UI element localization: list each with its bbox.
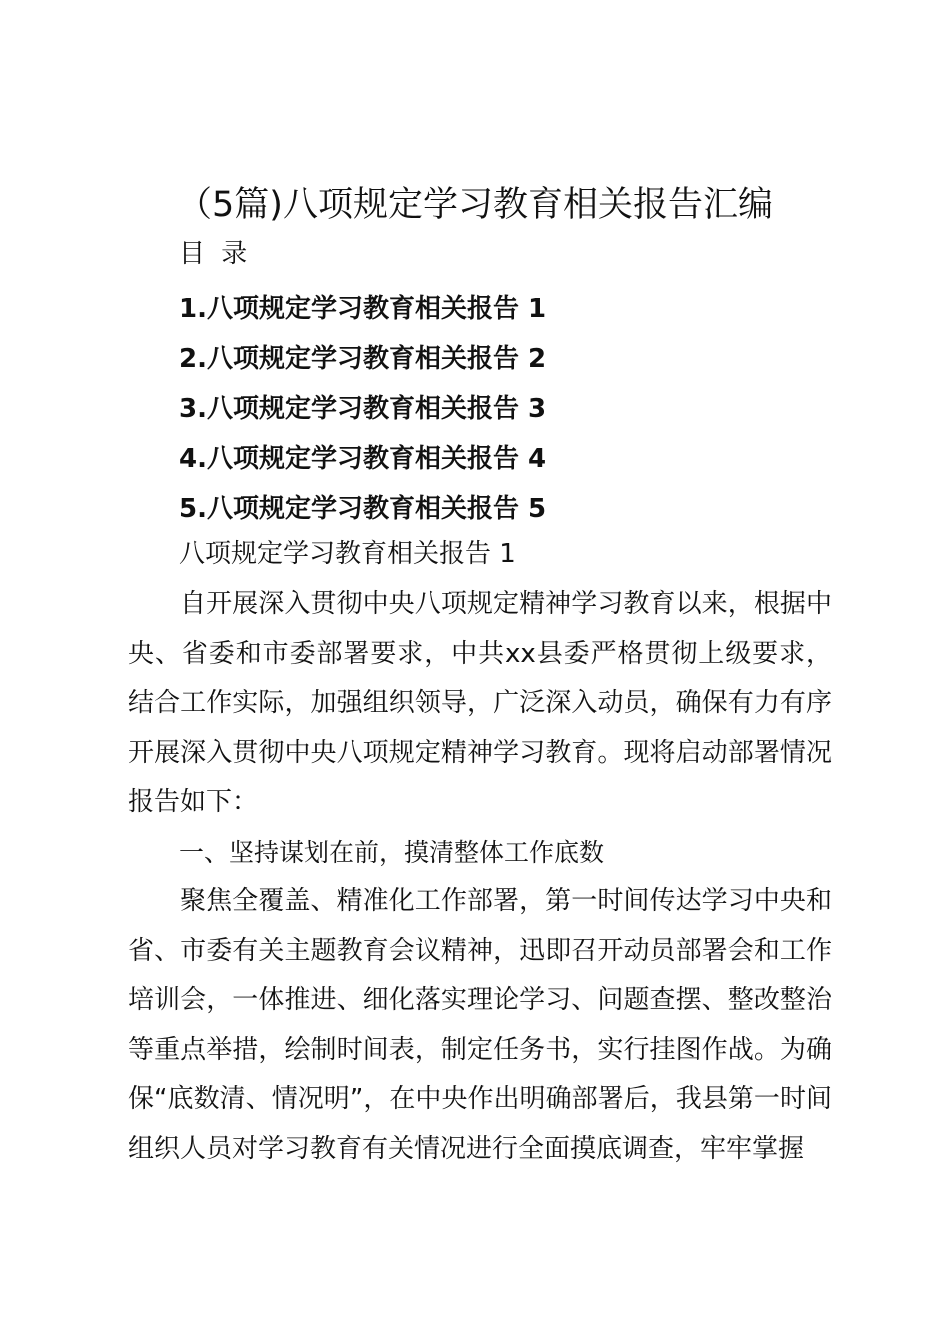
document-title: （5篇)八项规定学习教育相关报告汇编 bbox=[177, 185, 773, 225]
section-heading-1: 一、坚持谋划在前，摸清整体工作底数 bbox=[179, 838, 605, 867]
body-paragraph-2: 聚焦全覆盖、精准化工作部署，第一时间传达学习中央和省、市委有关主题教育会议精神，迅即召开动员部署会和工作培训会，一体推进、细化落实理论学习、问题查摆、整改整治等重点举措，绘制时间表，制定任务书，实行挂图作战。为确保“底数清、情况明”，在中央作出明确部署后，我县第一时间组织人员对学习教育有关情况进行全面摸底调查，牢牢掌握 bbox=[128, 886, 832, 1164]
table-of-contents bbox=[179, 284, 546, 534]
toc-heading: 目 录 bbox=[179, 239, 252, 269]
toc-item-3[interactable]: 3.八项规定学习教育相关报告 3 bbox=[179, 394, 547, 424]
report-heading: 八项规定学习教育相关报告 1 bbox=[179, 539, 516, 569]
toc-item-4[interactable]: 4.八项规定学习教育相关报告 4 bbox=[179, 444, 547, 474]
toc-item-1[interactable]: 1.八项规定学习教育相关报告 1 bbox=[179, 294, 547, 324]
toc-item-5[interactable]: 5.八项规定学习教育相关报告 5 bbox=[179, 494, 547, 524]
toc-item-2[interactable]: 2.八项规定学习教育相关报告 2 bbox=[179, 344, 547, 374]
body-paragraph-1: 自开展深入贯彻中央八项规定精神学习教育以来，根据中央、省委和市委部署要求，中共xx县委严格贯彻上级要求，结合工作实际，加强组织领导，广泛深入动员，确保有力有序开展深入贯彻中央八项规定精神学习教育。现将启动部署情况报告如下： bbox=[128, 589, 832, 817]
